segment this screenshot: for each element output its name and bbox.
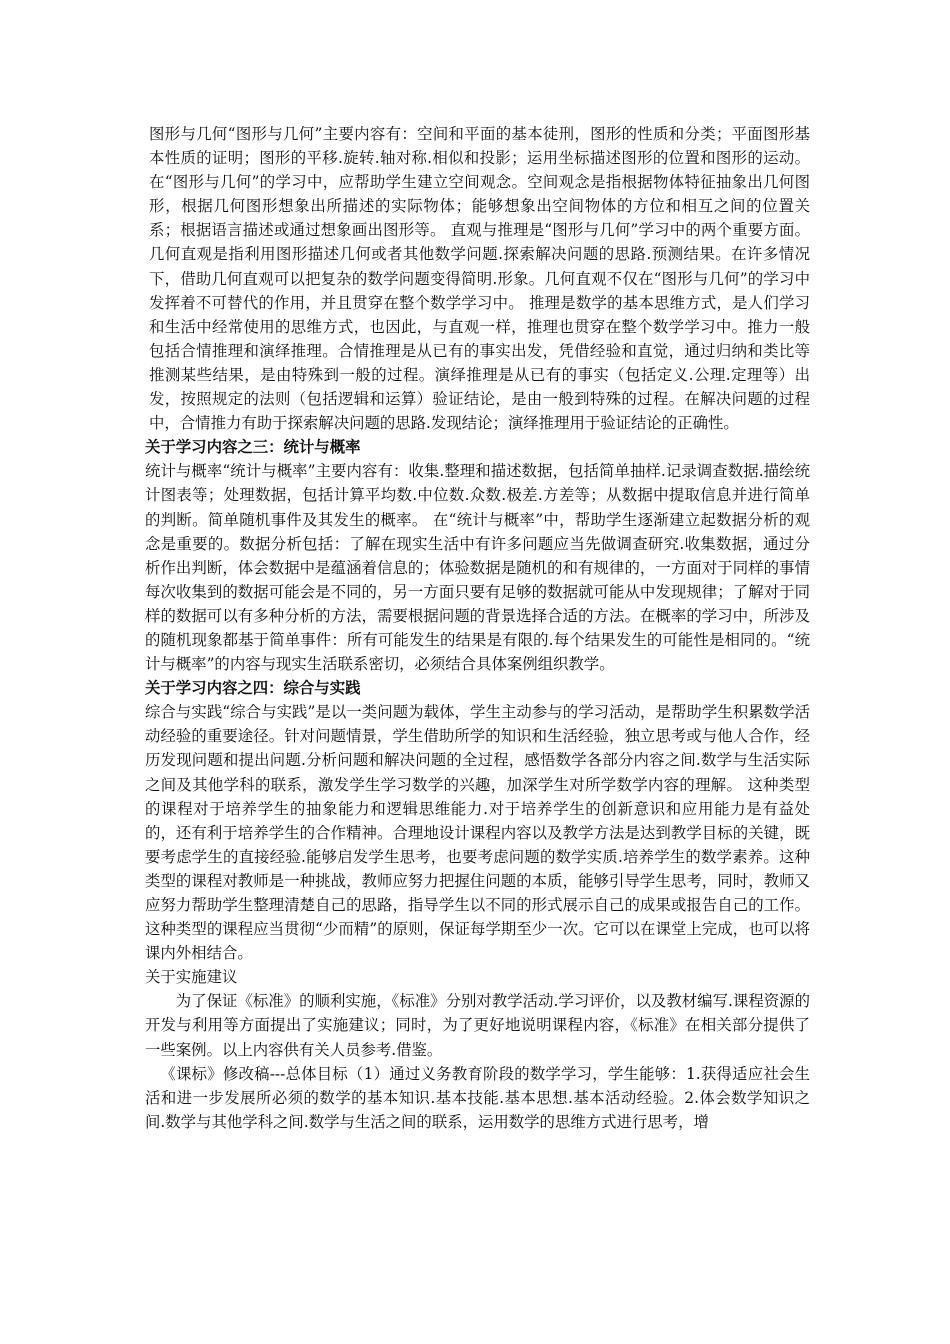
section-heading-implementation: 关于实施建议 <box>145 968 238 987</box>
geometry-paragraph: 图形与几何“图形与几何”主要内容有：空间和平面的基本徒刑，图形的性质和分类；平面图形基本性质的证明；图形的平移.旋转.轴对称.相似和投影；运用坐标描述图形的位置和图形的运动。在“图形与几何”的学习中，应帮助学生建立空间观念。空间观念是指根据物体特征抽象出几何图形，根据几何图形想象出所描述的实际物体；能够想象出空间物体的方位和相互之间的位置关系；根据语言描述或通过想象画出图形等。 直观与推理是“图形与几何”学习中的两个重要方面。几何直观是指利用图形描述几何或者其他数学问题.探索解决问题的思路.预测结果。在许多情况下，借助几何直观可以把复杂的数学问题变得简明.形象。几何直观不仅在“图形与几何”的学习中发挥着不可替代的作用，并且贯穿在整个数学学习中。 推理是数学的基本思维方式，是人们学习和生活中经常使用的思维方式，也因此，与直观一样，推理也贯穿在整个数学学习中。推力一般包括合情推理和演绎推理。合情推理是从已有的事实出发，凭借经验和直觉，通过归纳和类比等推测某些结果，是由特殊到一般的过程。演绎推理是从已有的事实（包括定义.公理.定理等）出发，按照规定的法则（包括逻辑和运算）验证结论，是由一般到特殊的过程。在解决问题的过程中，合情推力有助于探索解决问题的思路.发现结论；演绎推理用于验证结论的正确性。 <box>149 125 810 433</box>
statistics-paragraph: 统计与概率“统计与概率”主要内容有：收集.整理和描述数据，包括简单抽样.记录调查数据.描绘统计图表等；处理数据，包括计算平均数.中位数.众数.极差.方差等；从数据中提取信息并进行简单的判断。简单随机事件及其发生的概率。 在“统计与概率”中，帮助学生逐渐建立起数据分析的观念是重要的。数据分析包括：了解在现实生活中有许多问题应当先做调查研究.收集数据，通过分析作出判断，体会数据中是蕴涵着信息的；体验数据是随机的和有规律的，一方面对于同样的事情每次收集到的数据可能会是不同的，另一方面只要有足够的数据就可能从中发现规律；了解对于同样的数据可以有多种分析的方法，需要根据问题的背景选择合适的方法。在概率的学习中，所涉及的随机现象都基于简单事件：所有可能发生的结果是有限的.每个结果发生的可能性是相同的。“统计与概率”的内容与现实生活联系密切，必须结合具体案例组织教学。 <box>145 462 810 674</box>
section-heading-practice: 关于学习内容之四：综合与实践 <box>145 679 361 698</box>
section-heading-statistics: 关于学习内容之三：统计与概率 <box>145 438 361 457</box>
goals-paragraph: 《课标》修改稿---总体目标（1）通过义务教育阶段的数学学习，学生能够：1.获得适应社会生活和进一步发展所必须的数学的基本知识.基本技能.基本思想.基本活动经验。2.体会数学知识之间.数学与其他学科之间.数学与生活之间的联系，运用数学的思维方式进行思考，增 <box>145 1064 810 1131</box>
implementation-paragraph: 为了保证《标准》的顺利实施，《标准》分别对教学活动.学习评价，以及教材编写.课程资源的开发与利用等方面提出了实施建议；同时，为了更好地说明课程内容，《标准》在相关部分提供了一些案例。以上内容供有关人员参考.借鉴。 <box>145 992 810 1059</box>
document-page <box>145 122 810 1134</box>
practice-paragraph: 综合与实践“综合与实践”是以一类问题为载体，学生主动参与的学习活动，是帮助学生积累数学活动经验的重要途径。针对问题情景，学生借助所学的知识和生活经验，独立思考或与他人合作，经历发现问题和提出问题.分析问题和解决问题的全过程，感悟数学各部分内容之间.数学与生活实际之间及其他学科的联系，激发学生学习数学的兴趣，加深学生对所学数学内容的理解。 这种类型的课程对于培养学生的抽象能力和逻辑思维能力.对于培养学生的创新意识和应用能力是有益处的，还有利于培养学生的合作精神。合理地设计课程内容以及教学方法是达到教学目标的关键，既要考虑学生的直接经验.能够启发学生思考，也要考虑问题的数学实质.培养学生的数学素养。这种类型的课程对教师是一种挑战，教师应努力把握住问题的本质，能够引导学生思考，同时，教师又应努力帮助学生整理清楚自己的思路，指导学生以不同的形式展示自己的成果或报告自己的工作。这种类型的课程应当贯彻“少而精”的原则，保证每学期至少一次。它可以在课堂上完成，也可以将课内外相结合。 <box>145 703 810 963</box>
